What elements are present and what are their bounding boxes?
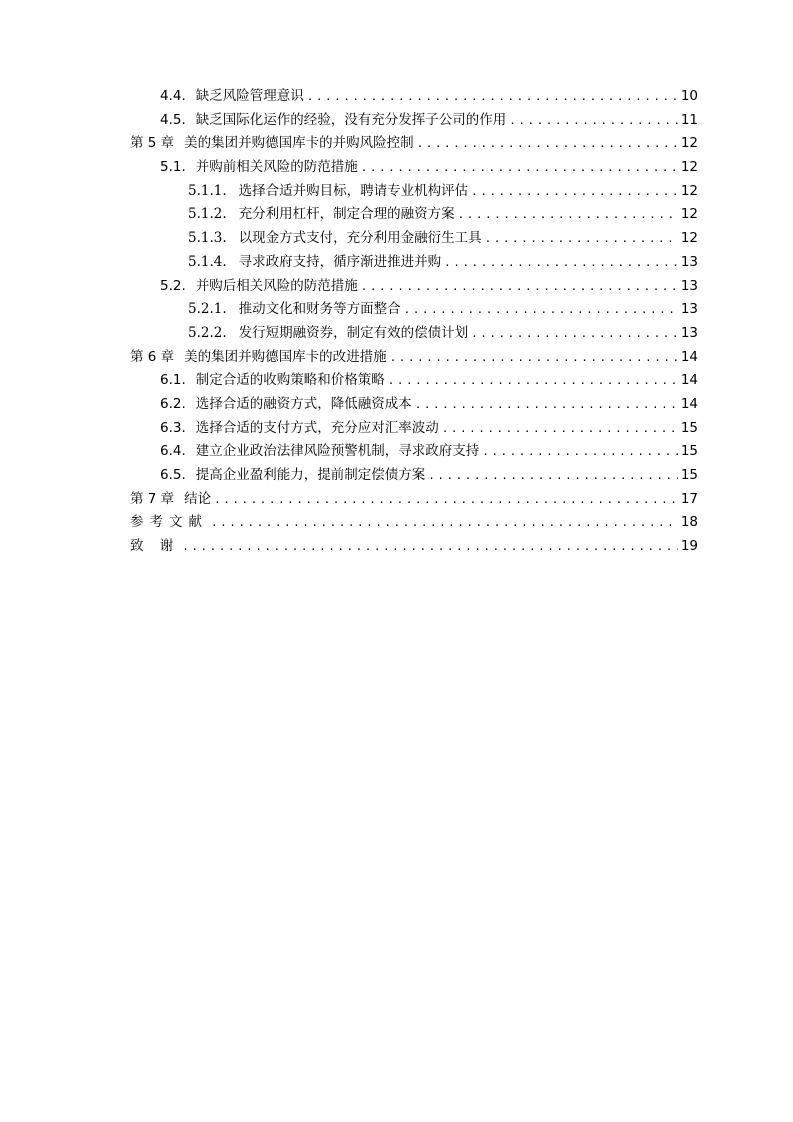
toc-entry[interactable] (130, 417, 698, 441)
toc-entry-number: 5.2.2. (188, 324, 227, 341)
dot-leader (390, 346, 678, 370)
toc-entry-page: 19 (680, 538, 698, 555)
dot-leader (214, 488, 678, 512)
toc-entry[interactable] (130, 85, 698, 109)
dot-leader (417, 132, 678, 156)
dot-leader (482, 440, 678, 464)
dot-leader (444, 251, 678, 275)
toc-entry-number: 4.4. (160, 88, 186, 104)
toc-entry[interactable] (130, 203, 698, 227)
toc-entry-number: 5.1.1. (188, 182, 227, 199)
toc-entry[interactable] (130, 440, 698, 464)
toc-entry-number: 6.5. (160, 467, 186, 483)
toc-entry-page: 13 (680, 324, 698, 341)
toc-entry-title: 建立企业政治法律风险预警机制，寻求政府支持 (195, 443, 480, 460)
toc-entry-title: 缺乏国际化运作的经验，没有充分发挥子公司的作用 (195, 111, 507, 128)
toc-entry-title: 寻求政府支持，循序渐进推进并购 (238, 253, 442, 270)
toc-entry-number: 5.1.4. (188, 253, 227, 270)
toc-entry-page: 14 (680, 348, 698, 365)
toc-entry-page: 13 (680, 253, 698, 270)
toc-entry-page: 15 (680, 419, 698, 436)
toc-entry[interactable] (130, 346, 698, 370)
toc-entry-number: 4.5. (160, 111, 186, 128)
toc-entry-title: 充分利用杠杆，制定合理的融资方案 (238, 206, 455, 223)
toc-entry-title: 提高企业盈利能力，提前制定偿债方案 (195, 467, 426, 483)
toc-entry-number: 5.2. (160, 277, 186, 294)
toc-entry[interactable] (130, 369, 698, 393)
toc-entry[interactable] (130, 464, 698, 488)
toc-entry-title: 缺乏风险管理意识 (195, 88, 304, 104)
toc-entry[interactable] (130, 511, 698, 535)
toc-entry[interactable] (130, 393, 698, 417)
toc-entry[interactable] (130, 180, 698, 204)
toc-entry[interactable] (130, 488, 698, 512)
toc-entry-title: 选择合适的支付方式，充分应对汇率波动 (195, 419, 439, 436)
toc-entry[interactable] (130, 251, 698, 275)
dot-leader (415, 393, 678, 417)
dot-leader (428, 464, 678, 488)
toc-entry-page: 11 (680, 111, 698, 128)
toc-entry-number: 6.4. (160, 443, 186, 460)
toc-entry-title: 选择合适并购目标，聘请专业机构评估 (238, 182, 469, 199)
toc-entry-page: 14 (680, 372, 698, 389)
toc-entry-number: 5.1. (160, 159, 186, 176)
toc-entry[interactable] (130, 322, 698, 346)
toc-entry[interactable] (130, 156, 698, 180)
dot-leader (182, 535, 678, 559)
toc-entry[interactable] (130, 275, 698, 299)
toc-entry-page: 12 (680, 206, 698, 223)
table-of-contents (130, 85, 698, 559)
toc-entry-title: 参考文献 (130, 514, 208, 531)
toc-entry-page: 18 (680, 514, 698, 531)
dot-leader (471, 180, 678, 204)
toc-entry[interactable] (130, 298, 698, 322)
toc-entry-title: 美的集团并购德国库卡的改进措施 (184, 348, 387, 365)
dot-leader (307, 85, 678, 109)
toc-entry-title: 致 谢 (130, 538, 180, 555)
toc-entry-page: 15 (680, 443, 698, 460)
toc-entry-number: 6.1. (160, 372, 186, 389)
dot-leader (509, 109, 678, 133)
toc-entry-title: 美的集团并购德国库卡的并购风险控制 (184, 135, 414, 152)
dot-leader (388, 369, 678, 393)
toc-entry-page: 13 (680, 301, 698, 318)
toc-entry-number: 第 5 章 (130, 135, 175, 152)
toc-entry-page: 14 (680, 395, 698, 412)
toc-entry-title: 并购后相关风险的防范措施 (195, 277, 358, 294)
toc-entry-page: 15 (680, 467, 698, 483)
dot-leader (361, 156, 678, 180)
toc-entry-page: 17 (680, 490, 698, 507)
dot-leader (211, 511, 678, 535)
toc-entry-title: 以现金方式支付，充分利用金融衍生工具 (238, 230, 482, 247)
toc-entry-title: 推动文化和财务等方面整合 (238, 301, 401, 318)
dot-leader (442, 417, 678, 441)
toc-entry-page: 12 (680, 159, 698, 176)
toc-entry-page: 13 (680, 277, 698, 294)
toc-entry-number: 5.1.3. (188, 230, 227, 247)
toc-entry-page: 12 (680, 135, 698, 152)
dot-leader (404, 298, 678, 322)
toc-entry-page: 12 (680, 230, 698, 247)
dot-leader (361, 275, 678, 299)
toc-entry-title: 选择合适的融资方式，降低融资成本 (195, 395, 412, 412)
toc-entry-number: 5.1.2. (188, 206, 227, 223)
dot-leader (458, 203, 678, 227)
toc-entry-number: 6.3. (160, 419, 186, 436)
toc-entry-title: 发行短期融资券，制定有效的偿债计划 (238, 324, 469, 341)
toc-entry-title: 并购前相关风险的防范措施 (195, 159, 358, 176)
toc-entry-page: 10 (680, 88, 698, 104)
toc-entry-number: 6.2. (160, 395, 186, 412)
toc-entry-number: 5.2.1. (188, 301, 227, 318)
toc-entry[interactable] (130, 132, 698, 156)
dot-leader (485, 227, 678, 251)
toc-entry[interactable] (130, 109, 698, 133)
toc-entry-title: 制定合适的收购策略和价格策略 (195, 372, 385, 389)
toc-entry-number: 第 7 章 (130, 490, 175, 507)
dot-leader (471, 322, 678, 346)
toc-entry[interactable] (130, 227, 698, 251)
toc-entry[interactable] (130, 535, 698, 559)
toc-entry-title: 结论 (184, 490, 212, 507)
toc-entry-page: 12 (680, 182, 698, 199)
toc-entry-number: 第 6 章 (130, 348, 175, 365)
